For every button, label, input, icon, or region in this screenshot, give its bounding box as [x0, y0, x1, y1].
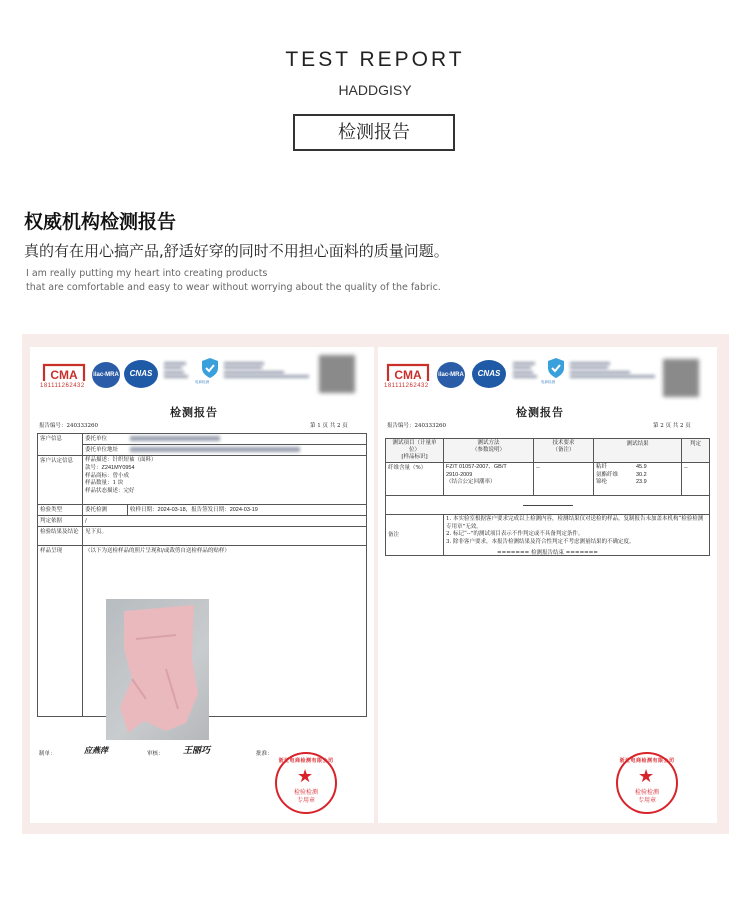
- svg-text:CMA: CMA: [394, 368, 422, 382]
- ilac-logo-icon: ilac-MRA: [437, 362, 465, 388]
- report-end-text: ======= 检测报告结束 =======: [496, 550, 598, 556]
- report-page-2: [378, 347, 717, 823]
- col-item: 测试项目（计量单位） [样品标识]: [386, 439, 444, 463]
- section-subtitle: 真的有在用心搞产品,舒适好穿的同时不用担心面料的质量问题。: [24, 242, 449, 260]
- contact-text: [224, 361, 314, 379]
- row-item: 纤维含量（%）: [386, 463, 444, 496]
- report-page-1: [30, 347, 374, 823]
- row-method: FZ/T 01057-2007、GB/T 2910-2009 （结合公定回潮率）: [444, 463, 534, 496]
- official-stamp-2: 浙江电商检测有限公司 ★ 检验检测 专用章: [616, 752, 678, 814]
- section-english-line2: that are comfortable and easy to wear without worrying about the quality of the fabric.: [26, 282, 441, 293]
- conclusion-value: 见下页。: [83, 527, 367, 546]
- cma-number: 181111262432: [384, 383, 429, 389]
- client-unit-value: [128, 434, 367, 445]
- shield-label: 电商检测: [541, 380, 555, 384]
- header-title-en: TEST REPORT: [285, 48, 465, 71]
- report-title: 检测报告: [516, 406, 564, 419]
- row-requirement: --: [534, 463, 594, 496]
- cnas-logo-icon: CNAS: [124, 360, 158, 388]
- notes-label: 备注: [386, 515, 444, 556]
- judgment-basis-label: 判定依据: [38, 516, 83, 527]
- sample-view-label: 样品呈现: [38, 546, 83, 717]
- judgment-basis-value: /: [83, 516, 367, 527]
- section-english-line1: I am really putting my heart into creating products: [26, 268, 268, 279]
- notes-content: 1. 本实验室根据客户要求完成以上检测内容，检测结果仅对送检的样品。复制报告未加盖本机构“检验检测专用章”无效。 2. 标记“--”的测试项目表示不作判定或不具备判定条件。 3. 除非客户要求，本报告检测结果及符合性判定不考虑测量结果的不确定度。: [444, 515, 710, 556]
- separator-row: [386, 496, 710, 515]
- maker-signature: 应燕萍: [84, 745, 108, 755]
- inspection-type-label: 检验类型: [38, 505, 83, 516]
- col-requirement: 技术要求 （备注）: [534, 439, 594, 463]
- section-title: 权威机构检测报告: [24, 211, 177, 233]
- client-info-label: 客户信息: [38, 434, 83, 456]
- shield-logo-icon: [200, 357, 220, 379]
- col-result: 测试结果: [594, 439, 682, 463]
- page-info: 第 1 页 共 2 页: [310, 423, 348, 429]
- client-unit-label: 委托单位: [83, 434, 128, 445]
- results-table: [385, 438, 710, 556]
- cma-number: 181111262432: [40, 383, 85, 389]
- star-icon: ★: [297, 766, 314, 787]
- col-judgment: 判定: [682, 439, 710, 463]
- accreditation-text: [164, 361, 192, 379]
- contact-text: [570, 361, 660, 379]
- qr-code: [663, 359, 699, 397]
- accreditation-text: [513, 361, 541, 379]
- client-address-label: 委托单位地址: [83, 445, 128, 456]
- shield-label: 电商检测: [195, 380, 209, 384]
- garment-icon: [106, 599, 209, 740]
- maker-label: 制单：: [39, 751, 56, 757]
- row-result: 粘纤 45.9 氨酯纤维 30.2 锦纶 23.9: [594, 463, 682, 496]
- sample-info-block: 样品描述：针织短袖（面料） 款号：Z241MY0954 样品商标：曾小成 样品数量：1 块 样品状态描述：完好: [83, 456, 367, 505]
- client-address-value: [128, 445, 367, 456]
- conclusion-label: 检验结果及结论: [38, 527, 83, 546]
- sample-info-label: 客户认定信息: [38, 456, 83, 505]
- inspection-type-value: 委托检测: [83, 505, 128, 516]
- official-stamp-1: 浙江电商检测有限公司 ★ 检验检测 专用章: [275, 752, 337, 814]
- row-judgment: --: [682, 463, 710, 496]
- dates-cell: 收样日期：2024-03-18，报告签发日期：2024-03-19: [128, 505, 367, 516]
- reviewer-signature: 王丽巧: [183, 746, 211, 756]
- cnas-logo-icon: CNAS: [472, 360, 506, 388]
- approver-label: 批准：: [256, 751, 273, 757]
- qr-code: [319, 355, 355, 393]
- report-number: 报告编号：240333260: [387, 423, 447, 429]
- ilac-logo-icon: ilac-MRA: [92, 362, 120, 388]
- star-icon: ★: [638, 766, 655, 787]
- page-info: 第 2 页 共 2 页: [653, 423, 691, 429]
- sample-photo: [106, 599, 209, 740]
- report-title: 检测报告: [170, 406, 218, 419]
- brand-name: HADDGISY: [338, 82, 412, 98]
- header-title-cn: 检测报告: [293, 114, 455, 151]
- sample-view-note: （以下为送检样品的照片呈现和/或裁剪自送检样品的贴样）: [83, 546, 367, 717]
- report-number: 报告编号：240333260: [39, 423, 99, 429]
- reviewer-label: 审核：: [147, 751, 164, 757]
- svg-text:CMA: CMA: [50, 368, 78, 382]
- shield-logo-icon: [546, 357, 566, 379]
- col-method: 测试方法 （参数说明）: [444, 439, 534, 463]
